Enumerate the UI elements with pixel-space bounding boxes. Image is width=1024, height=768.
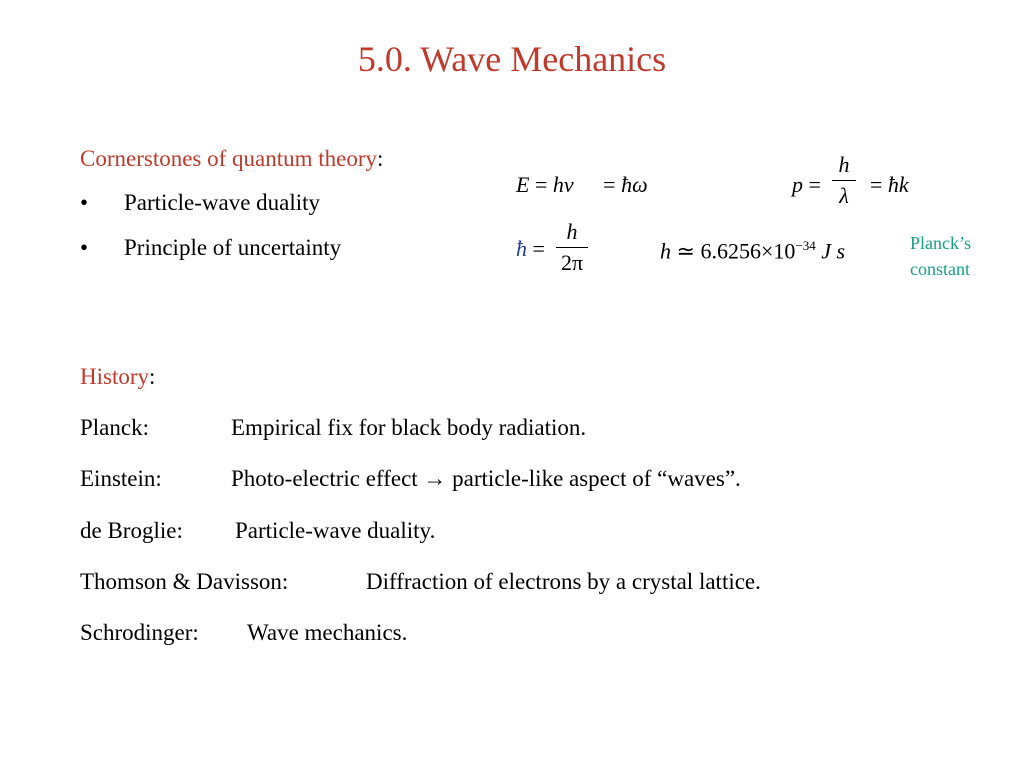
history-text-planck: Empirical fix for black body radiation.: [231, 415, 587, 440]
h-exponent: −34: [795, 238, 816, 253]
cornerstone-item-uncertainty: Principle of uncertainty: [124, 235, 342, 260]
equals-sign: =: [808, 172, 821, 197]
hbar-lhs: [516, 236, 545, 262]
planck-h-symbol: h: [660, 238, 671, 264]
cornerstones-heading-text: Cornerstones of quantum theory: [80, 146, 378, 171]
energy-symbol: E: [516, 172, 530, 197]
history-name-planck: Planck:: [80, 415, 149, 440]
history-text-einstein: Photo-electric effect → particle-like aspect of “waves”.: [231, 466, 741, 491]
history-heading-text: History: [80, 364, 149, 389]
history-name-schrodinger: Schrodinger:: [80, 620, 199, 645]
momentum-symbol: p: [792, 172, 803, 197]
history-text-debroglie: Particle-wave duality.: [235, 518, 436, 543]
equals-sign: =: [534, 172, 548, 197]
history-text-schrodinger: Wave mechanics.: [247, 620, 408, 645]
cornerstones-heading: [80, 146, 383, 172]
history-name-debroglie: de Broglie:: [80, 518, 183, 543]
fraction-numerator: h: [838, 152, 850, 177]
h-nu-term: hν: [552, 172, 574, 197]
history-colon: :: [149, 364, 156, 389]
slide-title: 5.0. Wave Mechanics: [357, 39, 667, 79]
history-name-einstein: Einstein:: [80, 466, 162, 491]
fraction-bar: [832, 180, 856, 181]
energy-equation: [516, 172, 648, 198]
h-mantissa: 6.6256: [700, 238, 761, 264]
cornerstones-colon: :: [377, 146, 384, 171]
fraction-denominator: λ: [839, 183, 849, 208]
hbar-omega-term: ħω: [621, 172, 648, 197]
equals-sign: =: [870, 172, 883, 197]
fraction-bar: [556, 247, 588, 248]
history-heading: [80, 364, 155, 390]
equals-sign: =: [532, 236, 545, 261]
h-base: 10: [773, 238, 796, 264]
hbar-fraction: [556, 219, 588, 276]
history-name-thomson-davisson: Thomson & Davisson:: [80, 569, 289, 594]
momentum-lhs: [792, 172, 821, 198]
bullet-icon: •: [80, 235, 89, 260]
times-sign: ×: [760, 238, 774, 264]
h-unit: J s: [821, 238, 846, 264]
fraction-denominator: 2π: [560, 250, 584, 275]
approx-sign: ≃: [676, 238, 695, 264]
history-text-thomson-davisson: Diffraction of electrons by a crystal lattice.: [366, 569, 761, 594]
bullet-icon: •: [80, 190, 89, 215]
planck-constant-value: [660, 238, 845, 264]
momentum-fraction: [832, 152, 856, 209]
planck-note-line1: Planck’s: [910, 233, 971, 253]
cornerstone-item-duality: Particle-wave duality: [124, 190, 321, 215]
planck-note-line2: constant: [910, 259, 970, 279]
hbar-symbol: ħ: [516, 236, 527, 261]
equals-sign: =: [603, 172, 616, 197]
momentum-rhs: [870, 172, 909, 198]
planck-constant-note: [910, 230, 971, 282]
fraction-numerator: h: [566, 219, 578, 244]
hbar-k-term: ħk: [887, 172, 909, 197]
